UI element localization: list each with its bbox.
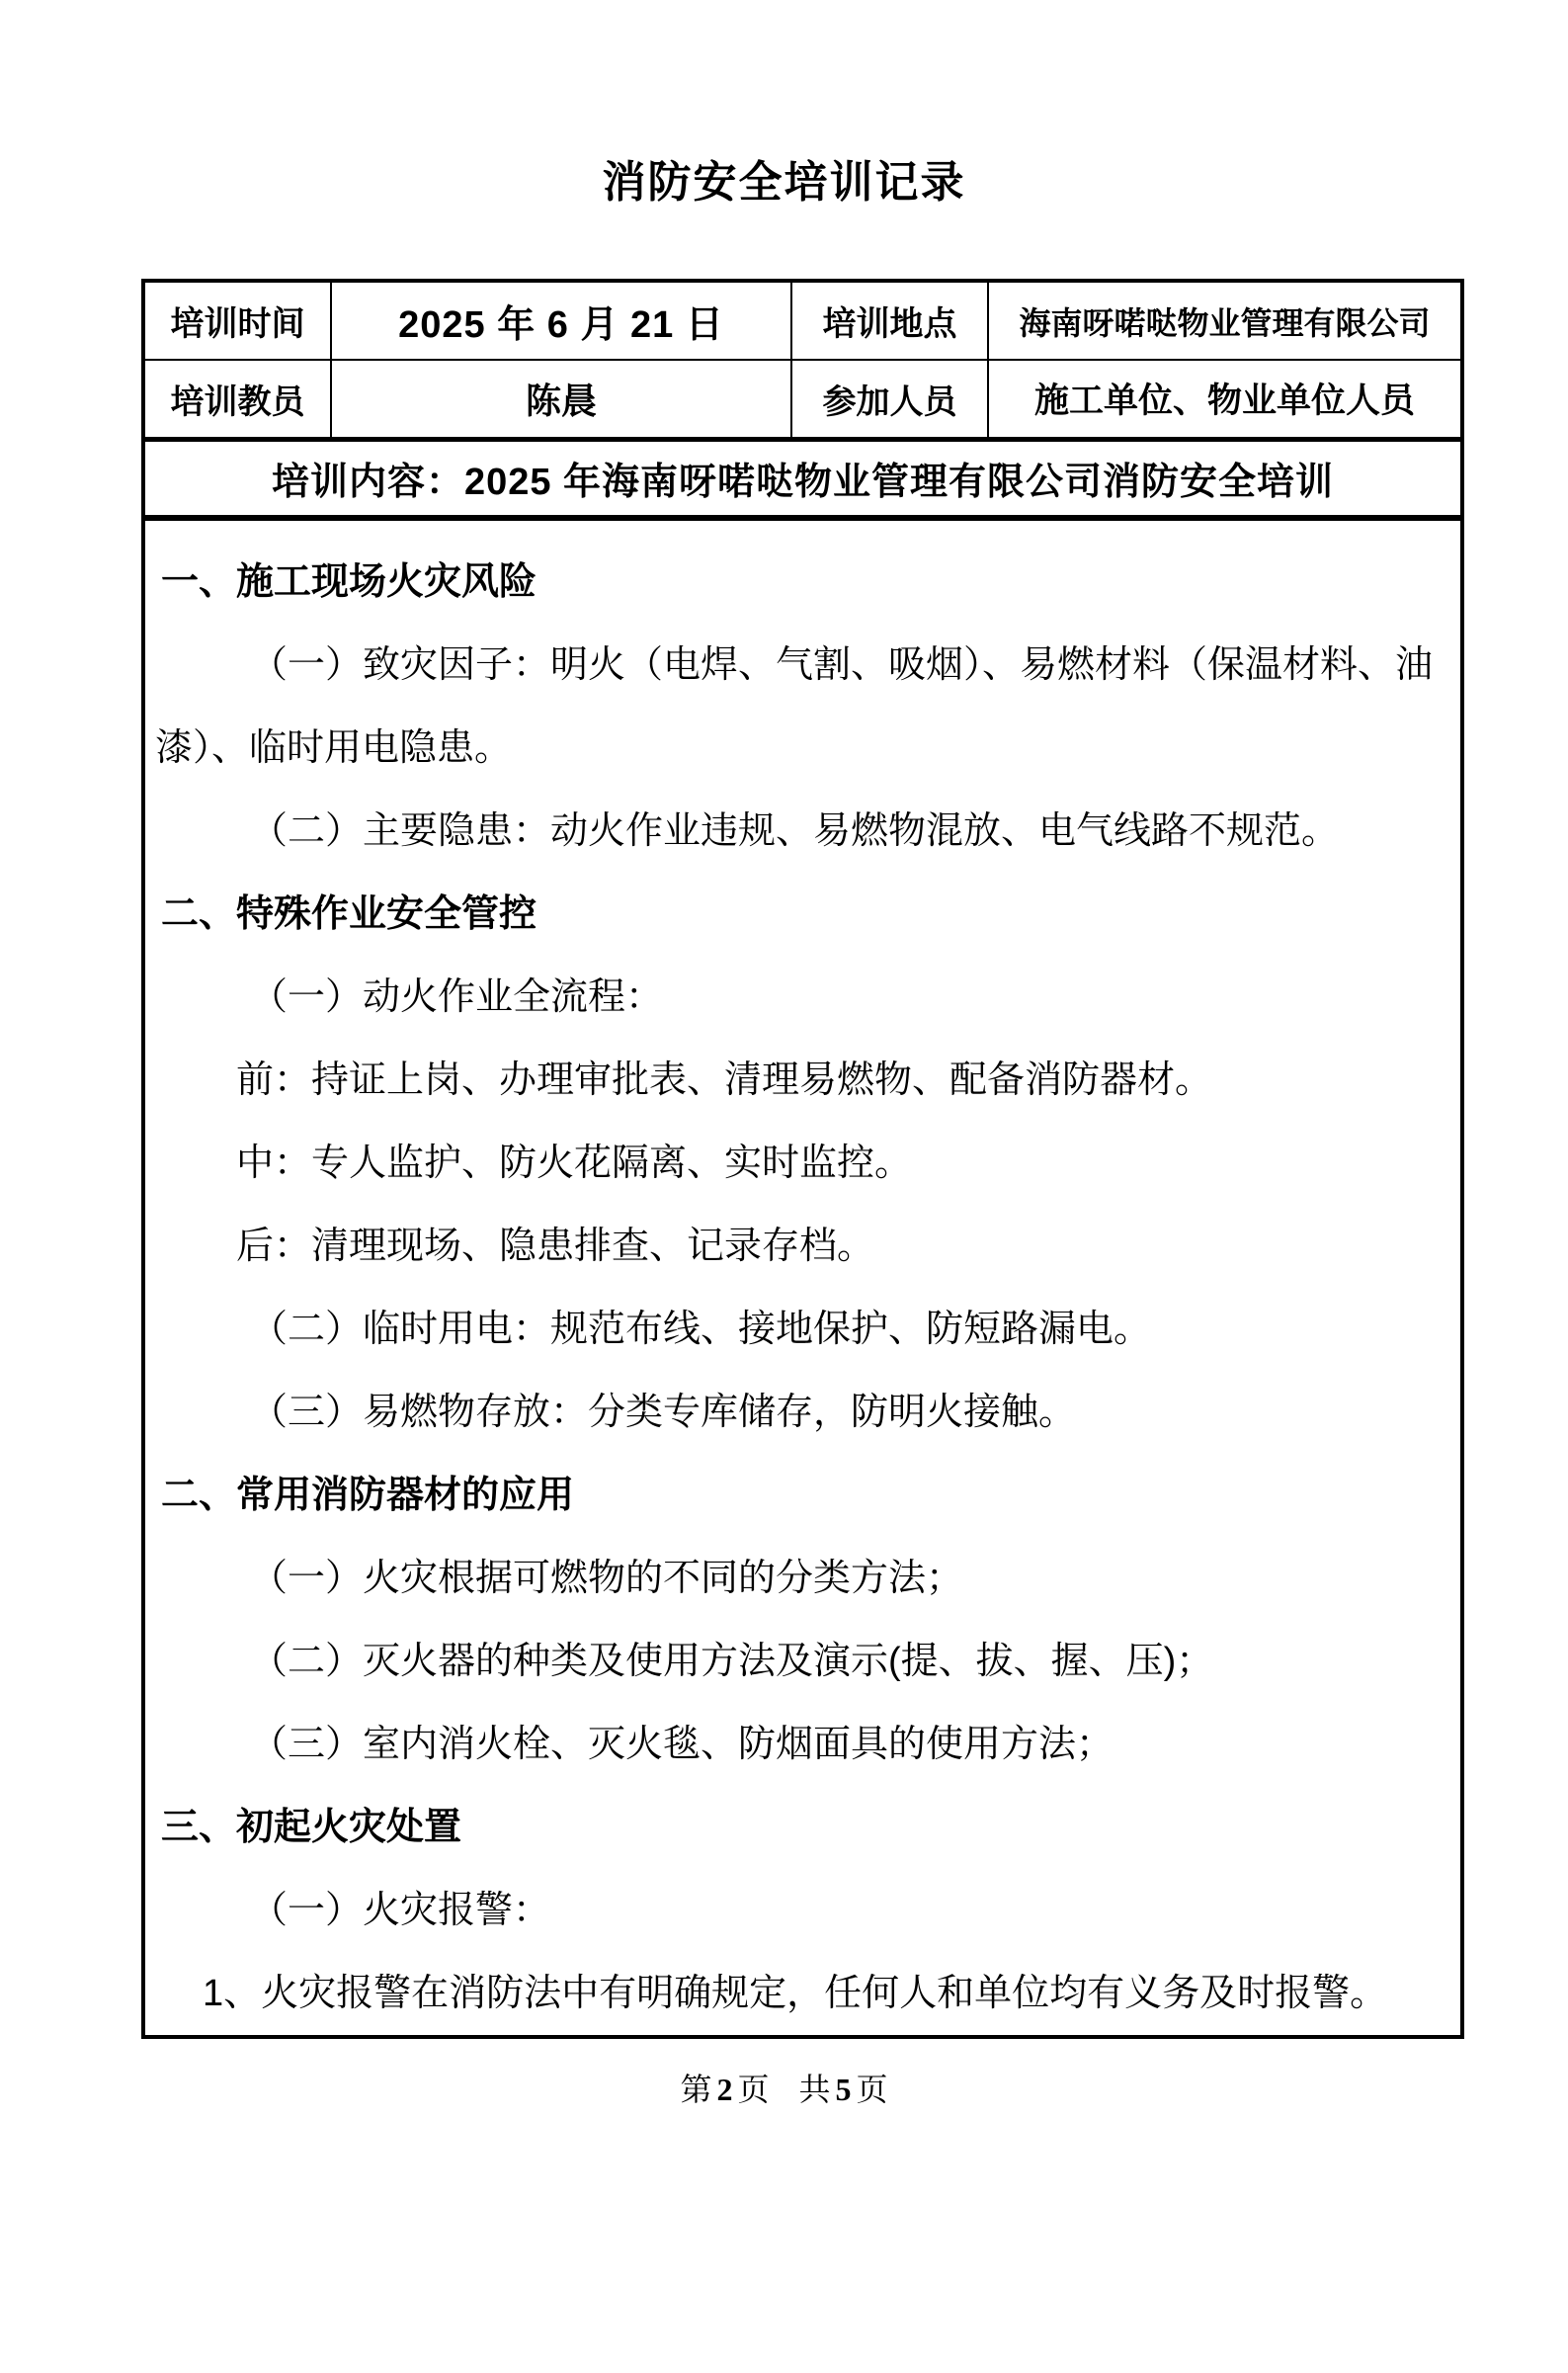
training-time-label: 培训时间 [143, 281, 331, 360]
training-time-value: 2025 年 6 月 21 日 [331, 281, 791, 360]
body-line: 二、特殊作业安全管控 [161, 893, 537, 935]
body-line: （二）临时用电：规范布线、接地保护、防短路漏电。 [250, 1309, 1152, 1350]
document-page [0, 154, 1568, 2373]
table-row [143, 360, 1462, 439]
training-location-value: 海南呀喏哒物业管理有限公司 [988, 281, 1462, 360]
trainer-label: 培训教员 [143, 360, 331, 439]
page-number-suffix: 页 [737, 2072, 770, 2107]
body-line: 前：持证上岗、办理审批表、清理易燃物、配备消防器材。 [236, 1059, 1213, 1101]
body-line: 一、施工现场火灾风险 [161, 561, 537, 603]
page-footer [0, 2065, 1568, 2110]
page-number: 2 [716, 2072, 733, 2107]
training-content-title: 培训内容：2025 年海南呀喏哒物业管理有限公司消防安全培训 [143, 439, 1462, 518]
table-row [143, 439, 1462, 518]
body-line: （一）动火作业全流程： [250, 976, 664, 1018]
body-line: 后：清理现场、隐患排查、记录存档。 [236, 1226, 875, 1267]
trainer-value: 陈晨 [331, 360, 791, 439]
page-total-suffix: 页 [856, 2072, 888, 2107]
body-line: （二）主要隐患：动火作业违规、易燃物混放、电气线路不规范。 [250, 810, 1340, 852]
body-line: （一）火灾根据可燃物的不同的分类方法； [250, 1558, 964, 1599]
training-location-label: 培训地点 [791, 281, 988, 360]
body-line: （二）灭火器的种类及使用方法及演示(提、拔、握、压)； [250, 1641, 1214, 1682]
body-line: 二、常用消防器材的应用 [161, 1475, 575, 1516]
body-line: 三、初起火灾处置 [161, 1807, 462, 1848]
body-line: （一）致灾因子：明火（电焊、气割、吸烟）、易燃材料（保温材料、油 [250, 644, 1434, 686]
body-line: （三）室内消火栓、灭火毯、防烟面具的使用方法； [250, 1724, 1114, 1765]
body-line: （三）易燃物存放：分类专库储存，防明火接触。 [250, 1392, 1077, 1433]
training-record-table [141, 279, 1464, 2039]
participants-value: 施工单位、物业单位人员 [988, 360, 1462, 439]
body-line: 漆）、临时用电隐患。 [155, 727, 513, 769]
page-number-prefix: 第 [680, 2072, 712, 2107]
body-line: 中：专人监护、防火花隔离、实时监控。 [236, 1143, 913, 1184]
table-row [143, 518, 1462, 2037]
table-row [143, 281, 1462, 360]
page-total-prefix: 共 [798, 2072, 831, 2107]
page-total: 5 [835, 2072, 852, 2107]
body-line: 1、火灾报警在消防法中有明确规定，任何人和单位均有义务及时报警。 [203, 1973, 1388, 2014]
training-content-body [143, 518, 1462, 2037]
participants-label: 参加人员 [791, 360, 988, 439]
page-title: 消防安全培训记录 [602, 158, 966, 207]
body-line: （一）火灾报警： [250, 1890, 551, 1931]
